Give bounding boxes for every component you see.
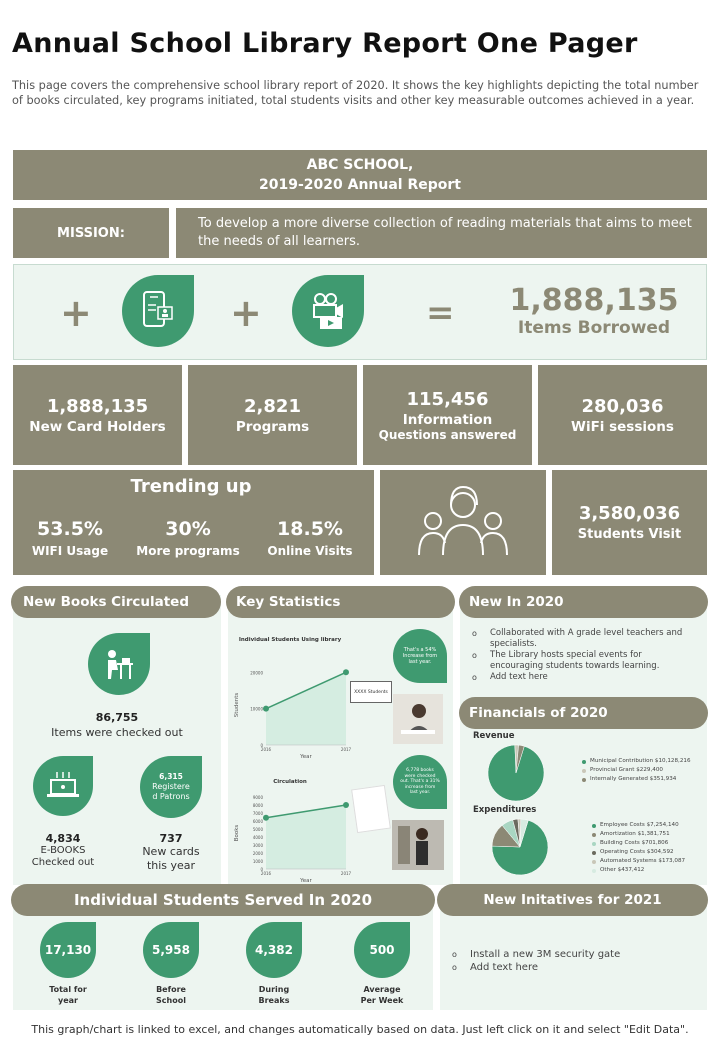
ebooks-label-2: Checked out bbox=[31, 857, 95, 868]
served-label: During Breaks bbox=[258, 985, 290, 1005]
ebook-laptop-icon bbox=[33, 756, 93, 816]
initiatives-list bbox=[452, 948, 702, 974]
stat-value: 2,821 bbox=[244, 395, 301, 417]
trending-label: WIFI Usage bbox=[31, 544, 109, 558]
area-fill bbox=[266, 672, 346, 745]
x-tick-label: 2017 bbox=[340, 747, 352, 752]
registered-value: 6,315 bbox=[159, 772, 183, 781]
list-item: o Collaborated with A grade level teachers and specialists. bbox=[472, 628, 697, 650]
y-tick-label: 5000 bbox=[252, 827, 263, 832]
stat-card-new-card-holders bbox=[13, 365, 182, 465]
area-fill bbox=[266, 805, 346, 869]
revenue-pie-chart bbox=[487, 744, 545, 802]
trending-item bbox=[131, 518, 245, 558]
data-point bbox=[263, 815, 269, 821]
registered-label-2: d Patrons bbox=[152, 792, 190, 801]
y-tick-label: 10000 bbox=[250, 706, 263, 712]
y-tick-label: 1000 bbox=[252, 859, 263, 864]
registered-label-1: Registere bbox=[152, 782, 190, 791]
students-visit-label: Students Visit bbox=[577, 527, 682, 542]
new-cards-label-1: New cards bbox=[142, 845, 200, 858]
served-label: Before School bbox=[156, 985, 186, 1005]
new-cards-label-2: this year bbox=[146, 859, 196, 872]
y-tick-label: 4000 bbox=[252, 835, 263, 840]
registered-patrons-badge bbox=[140, 756, 202, 818]
stat-card-wifi-sessions bbox=[538, 365, 707, 465]
stat-card-programs bbox=[188, 365, 357, 465]
list-item: o The Library hosts special events for encouraging students towards learning. bbox=[472, 650, 697, 672]
trending-label: Online Visits bbox=[267, 544, 353, 558]
page-subtitle: This page covers the comprehensive school library report of 2020. It shows the key highlights depicting the total number of books circulated, key programs initiated, total students visits and other key measurable outcomes achieved in a year. bbox=[12, 79, 699, 107]
checked-out-label: Items were checked out bbox=[51, 726, 183, 739]
plus-sign: + bbox=[60, 291, 92, 335]
ebooks-stat bbox=[23, 832, 103, 869]
served-label: Average Per Week bbox=[360, 985, 404, 1005]
y-tick-label: 9000 bbox=[252, 795, 263, 800]
data-point bbox=[343, 802, 349, 808]
y-axis-label: Students bbox=[234, 692, 240, 718]
stat-card-information bbox=[363, 365, 532, 465]
video-camera-icon bbox=[292, 275, 364, 347]
new-2020-title: New In 2020 bbox=[459, 586, 708, 618]
served-badge: 4,382 bbox=[246, 922, 302, 978]
legend-item: Operating Costs $304,592 bbox=[592, 848, 707, 857]
legend-item: Provincial Grant $229,400 bbox=[582, 766, 707, 775]
chart2-plot bbox=[234, 795, 352, 883]
trending-title: Trending up bbox=[130, 476, 252, 497]
student-photo bbox=[393, 694, 443, 744]
trending-value: 30% bbox=[165, 518, 211, 540]
y-axis-label: Books bbox=[234, 824, 240, 842]
y-tick-label: 2000 bbox=[252, 851, 263, 856]
legend-item: Other $437,412 bbox=[592, 866, 707, 875]
students-callout-label: XXXX Students bbox=[350, 681, 392, 703]
x-tick-label: 2017 bbox=[340, 871, 352, 876]
plus-sign-2: + bbox=[230, 291, 262, 335]
mission-label-box bbox=[13, 208, 169, 258]
footer-note: This graph/chart is linked to excel, and changes automatically based on data. Just left click on it and select "Edit Data". bbox=[31, 1023, 689, 1036]
trending-label: More programs bbox=[136, 544, 240, 558]
y-tick-label: 20000 bbox=[250, 670, 263, 676]
report-header bbox=[13, 150, 707, 200]
new-2020-list bbox=[472, 628, 697, 683]
stat-value: 115,456 bbox=[406, 388, 489, 410]
y-tick-label: 6000 bbox=[252, 819, 263, 824]
y-tick-label: 7000 bbox=[252, 811, 263, 816]
data-point bbox=[263, 706, 269, 712]
new-books-title: New Books Circulated bbox=[11, 586, 221, 618]
legend-item: Amortization $1,381,751 bbox=[592, 830, 707, 839]
new-cards-stat bbox=[131, 832, 211, 873]
chart1-title: Individual Students Using library bbox=[238, 637, 342, 643]
expenditures-legend bbox=[592, 821, 707, 875]
stat-label: Programs bbox=[235, 418, 310, 435]
served-badge: 500 bbox=[354, 922, 410, 978]
revenue-legend bbox=[582, 757, 707, 784]
trending-item bbox=[253, 518, 367, 558]
x-axis-label: Year bbox=[300, 878, 312, 883]
mobile-device-icon bbox=[122, 275, 194, 347]
stat-label: WiFi sessions bbox=[571, 418, 674, 435]
legend-item: Employee Costs $7,254,140 bbox=[592, 821, 707, 830]
chart1-plot bbox=[234, 669, 352, 760]
x-axis-label: Year bbox=[300, 754, 312, 760]
checked-out-stat bbox=[13, 711, 221, 739]
initiatives-title: New Initatives for 2021 bbox=[437, 884, 708, 916]
stat-label: New Card Holders bbox=[29, 418, 166, 435]
financials-title: Financials of 2020 bbox=[459, 697, 708, 729]
page-title: Annual School Library Report One Pager bbox=[12, 28, 638, 59]
legend-item: Automated Systems $173,087 bbox=[592, 857, 707, 866]
trending-panel bbox=[13, 470, 374, 575]
items-borrowed-value: 1,888,135 bbox=[509, 283, 679, 318]
ebooks-label-1: E-BOOKS bbox=[40, 845, 86, 856]
items-borrowed-total bbox=[494, 283, 694, 338]
mission-label: MISSION: bbox=[57, 225, 125, 241]
expenditures-pie-chart bbox=[491, 818, 549, 876]
report-period: 2019-2020 Annual Report bbox=[259, 177, 461, 193]
new-cards-value: 737 bbox=[159, 832, 183, 845]
students-visit-value: 3,580,036 bbox=[578, 503, 681, 524]
y-tick-label: 0 bbox=[260, 743, 263, 748]
served-badge: 17,130 bbox=[40, 922, 96, 978]
students-group-panel bbox=[380, 470, 546, 575]
list-item: o Add text here bbox=[472, 672, 697, 683]
x-tick-label: 2016 bbox=[260, 747, 272, 752]
trending-value: 53.5% bbox=[37, 518, 103, 540]
checked-out-value: 86,755 bbox=[95, 711, 139, 724]
equals-sign: = bbox=[426, 293, 455, 333]
stat-label: Information bbox=[402, 411, 493, 428]
mission-text: To develop a more diverse collection of reading materials that aims to meet the needs of all learners. bbox=[176, 208, 707, 258]
reader-photo bbox=[392, 820, 444, 870]
expenditures-label: Expenditures bbox=[473, 805, 537, 815]
circulation-callout: 6,778 books were checked out. That's a 31% increase from last year. bbox=[393, 755, 447, 809]
students-increase-callout: That's a 54% Increase from last year. bbox=[393, 629, 447, 683]
x-tick-label: 2016 bbox=[260, 871, 272, 876]
legend-item: Municipal Contribution $10,128,216 bbox=[582, 757, 707, 766]
y-tick-label: 8000 bbox=[252, 803, 263, 808]
chart2-title: Circulation bbox=[273, 779, 307, 785]
list-item: o Add text here bbox=[452, 961, 702, 974]
trending-value: 18.5% bbox=[277, 518, 343, 540]
served-label: Total for year bbox=[49, 985, 87, 1005]
trending-item bbox=[13, 518, 127, 558]
items-borrowed-panel bbox=[13, 264, 707, 360]
ebooks-value: 4,834 bbox=[45, 832, 81, 845]
list-item: o Install a new 3M security gate bbox=[452, 948, 702, 961]
paper-note-graphic bbox=[351, 785, 391, 833]
students-group-icon bbox=[413, 483, 513, 563]
stat-label-2: Questions answered bbox=[378, 427, 517, 442]
stat-value: 1,888,135 bbox=[46, 395, 149, 417]
data-point bbox=[343, 669, 349, 675]
students-served-title: Individual Students Served In 2020 bbox=[11, 884, 435, 916]
served-badge: 5,958 bbox=[143, 922, 199, 978]
key-stats-title: Key Statistics bbox=[226, 586, 455, 618]
legend-item: Internally Generated $351,934 bbox=[582, 775, 707, 784]
items-borrowed-label: Items Borrowed bbox=[517, 318, 671, 338]
legend-item: Building Costs $701,806 bbox=[592, 839, 707, 848]
students-visit-card bbox=[552, 470, 707, 575]
reader-desk-icon bbox=[88, 633, 150, 695]
revenue-label: Revenue bbox=[473, 731, 515, 741]
y-tick-label: 3000 bbox=[252, 843, 263, 848]
school-name: ABC SCHOOL, bbox=[306, 157, 414, 173]
y-tick-label: 0 bbox=[260, 867, 263, 872]
stat-value: 280,036 bbox=[581, 395, 664, 417]
